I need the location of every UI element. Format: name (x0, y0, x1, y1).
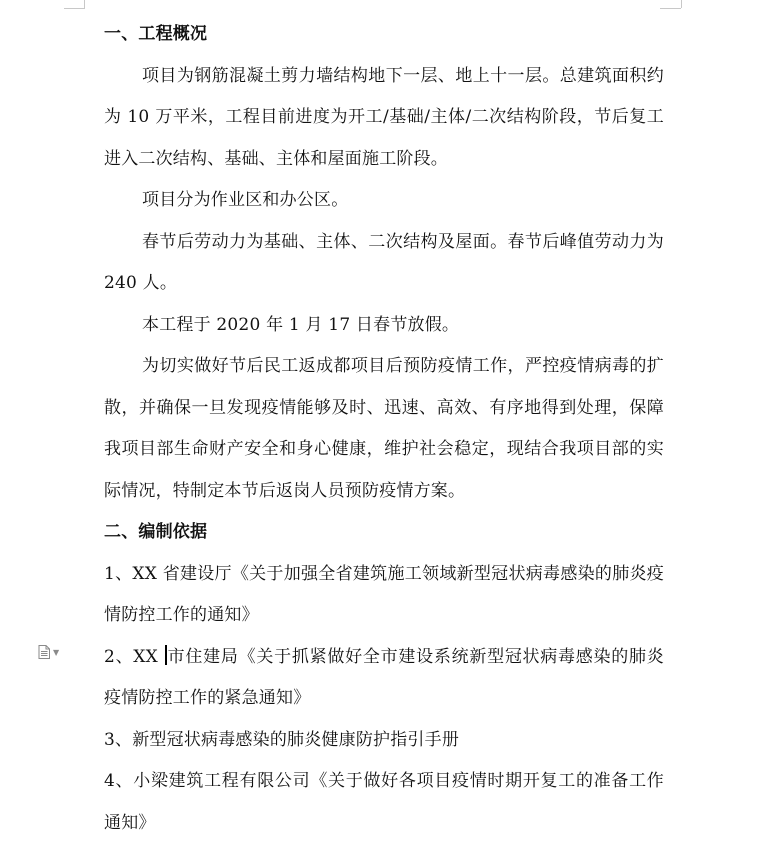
section-heading-basis: 二、编制依据 (104, 522, 208, 542)
reference-item-2-prefix: 2、XX (104, 646, 165, 667)
chevron-down-icon[interactable]: ▼ (53, 647, 60, 657)
crop-mark-top-left (84, 0, 85, 8)
crop-mark-top-right-horizontal (660, 8, 681, 9)
document-body[interactable] (104, 14, 664, 844)
reference-item-2-text: 市住建局《关于抓紧做好全市建设系统新型冠状病毒感染的肺炎疫情防控工作的紧急通知》 (104, 646, 664, 708)
reference-item-3: 3、新型冠状病毒感染的肺炎健康防护指引手册 (104, 729, 460, 750)
paragraph-project-structure: 项目为钢筋混凝土剪力墙结构地下一层、地上十一层。总建筑面积约为 10 万平米，工程目前进度为开工/基础/主体/二次结构阶段，节后复工进入二次结构、基础、主体和屋面施工阶段。 (104, 65, 664, 169)
crop-mark-top-right (681, 0, 682, 8)
paragraph-holiday-date: 本工程于 2020 年 1 月 17 日春节放假。 (142, 314, 460, 335)
document-options-icon[interactable] (38, 645, 50, 659)
section-heading-overview: 一、工程概况 (104, 24, 208, 44)
reference-item-2 (104, 637, 664, 720)
paragraph-labor-force: 春节后劳动力为基础、主体、二次结构及屋面。春节后峰值劳动力为 240 人。 (104, 231, 664, 293)
reference-item-4: 4、小梁建筑工程有限公司《关于做好各项目疫情时期开复工的准备工作通知》 (104, 771, 664, 833)
reference-item-1: 1、XX 省建设厅《关于加强全省建筑施工领域新型冠状病毒感染的肺炎疫情防控工作的通知》 (104, 563, 664, 625)
paragraph-options-button[interactable] (38, 644, 68, 660)
paragraph-work-areas: 项目分为作业区和办公区。 (142, 190, 349, 210)
paragraph-purpose: 为切实做好节后民工返成都项目后预防疫情工作，严控疫情病毒的扩散，并确保一旦发现疫情能够及时、迅速、高效、有序地得到处理，保障我项目部生命财产安全和身心健康，维护社会稳定，现结合我项目部的实际情况，特制定本节后返岗人员预防疫情方案。 (104, 356, 664, 501)
crop-mark-top-left-horizontal (64, 8, 85, 9)
